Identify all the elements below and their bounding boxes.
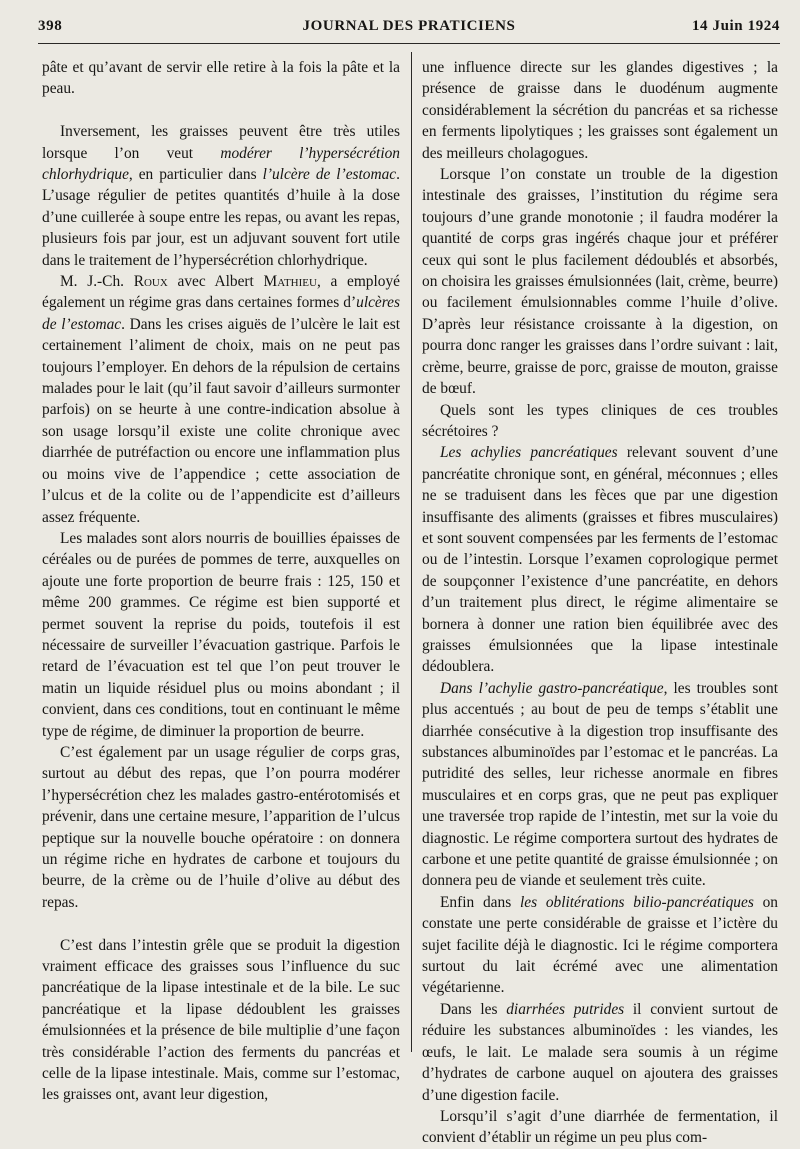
page-number: 398 [38, 18, 63, 34]
header-rule [38, 43, 780, 44]
emphasis: diarrhées putrides [506, 1000, 625, 1018]
journal-title: JOURNAL DES PRATICIENS [302, 18, 516, 34]
author-name: Mathieu [263, 273, 317, 291]
paragraph: Inversement, les graisses peuvent être très utiles lorsque l’on veut modérer l’hypersécrétion chlorhydrique, en particulier dans l’ulcère de l’estomac. L’usage régulier de petites quantités d’huile à la dose d’une cuillerée à soupe entre les repas, ou avant les repas, plusieurs fois par jour, est un adjuvant souvent fort utile dans le traitement de l’hypersécrétion chlorhydrique. [42, 123, 401, 269]
running-header [38, 18, 780, 40]
left-column [42, 57, 400, 1106]
paragraph: Dans les diarrhées putrides il convient surtout de réduire les substances albuminoïdes : les viandes, les œufs, le lait. Le malade sera soumis à un régime d’hydrates de carbone auquel on ajoutera des graisses d’une digestion facile. [422, 1000, 778, 1104]
paragraph: pâte et qu’avant de servir elle retire à la fois la pâte et la peau. [42, 59, 400, 98]
emphasis: Les achylies pancréatiques [440, 444, 618, 462]
author-name: Roux [133, 273, 168, 291]
paragraph: Lorsque l’on constate un trouble de la digestion intestinale des graisses, l’institution du régime sera toujours d’une grande monotonie ; il faudra modérer la quantité de corps gras ingérés chaque jour et préférer ceux qui sont le plus facilement dédoublés et absorbés, on choisira les graisses émulsionnées (lait, crème, beurre) ou facilement émulsionnables comme l’huile d’olive. D’après leur résistance croissante à la digestion, on pourra donc ranger les graisses dans l’ordre suivant : lait, crème, beurre, graisse de porc, graisse de mouton, graisse de bœuf. [422, 166, 778, 398]
paragraph: Lorsqu’il s’agit d’une diarrhée de fermentation, il convient d’établir un régime un peu plus com- [422, 1107, 778, 1147]
paragraph: Les malades sont alors nourris de bouillies épaisses de céréales ou de purées de pommes de terre, auxquelles on ajoute une forte proportion de beurre frais : 125, 150 et même 200 grammes. Ce régime est bien supporté et permet souvent la reprise du poids, toutefois il est nécessaire de surveiller l’évacuation gastrique. Parfois le retard de l’évacuation est tel que l’on peut trouver le matin un liquide résiduel plus ou moins abondant ; il convient, dans ces conditions, tout en continuant le même type de régime, de diminuer la proportion de beurre. [42, 529, 400, 740]
right-column [422, 57, 778, 1149]
paragraph: Enfin dans les oblitérations bilio-pancréatiques on constate une perte considérable de graisse et l’ictère du sujet facilite déjà le diagnostic. Ici le régime comportera surtout du lait écrémé avec une alimentation végétarienne. [422, 893, 778, 997]
emphasis: modérer l’hypersécrétion chlorhydrique [42, 144, 401, 184]
paragraph: Dans l’achylie gastro-pancréatique, les troubles sont plus accentués ; au bout de peu de temps s’établit une diarrhée consécutive à la digestion trop insuffisante des substances albuminoïdes par l’estomac et le pancréas. La putridité des selles, leur richesse anormale en fibres musculaires et en corps gras, que ne peut pas expliquer une traversée trop rapide de l’intestin, met sur la voie du diagnostic. Le régime comportera surtout des hydrates de carbone et une petite quantité de graisse émulsionnée ; on donnera peu de viande et seulement très cuite. [422, 679, 778, 890]
emphasis: les oblitérations bilio-pancréatiques [519, 893, 754, 911]
emphasis: l’ulcère de l’estomac [262, 166, 397, 184]
paragraph: C’est également par un usage régulier de corps gras, surtout au début des repas, que l’on pourra modérer l’hypersécrétion chez les malades gastro-entérotomisés et prévenir, dans une certaine mesure, l’apparition de l’ulcus peptique sur la nouvelle bouche opératoire : on donnera un régime riche en hydrates de carbone et toujours du beurre, de la crème ou de l’huile d’olive au début des repas. [42, 743, 400, 911]
paragraph: C’est dans l’intestin grêle que se produit la digestion vraiment efficace des graisses sous l’influence du suc pancréatique de la lipase intestinale et de la bile. Le suc pancréatique et la lipase dédoublent les graisses émulsionnées et la présence de bile multiplie d’une façon très considérable l’action des ferments du pancréas et celle de la lipase intestinale. Mais, comme sur l’estomac, les graisses ont, avant leur digestion, [42, 936, 400, 1104]
emphasis: Dans l’achylie gastro-pancréatique [440, 679, 664, 697]
paragraph: M. J.-Ch. Roux avec Albert Mathieu, a employé également un régime gras dans certaines formes d’ulcères de l’estomac. Dans les crises aiguës de l’ulcère le lait est certainement l’aliment de choix, mais on ne peut pas toujours l’employer. En dehors de la répulsion de certains malades pour le lait (qu’il faut savoir d’ailleurs surmonter parfois) on se heurte à une contre-indication absolue à son usage lorsqu’il existe une colite chronique avec diarrhée de putréfaction ou encore une inflammation plus ou moins vive de l’appendice ; cette association de l’ulcus et de la colite ou de l’appendicite est d’ailleurs assez fréquente. [42, 273, 400, 526]
paragraph: Les achylies pancréatiques relevant souvent d’une pancréatite chronique sont, en général, méconnues ; elles ne se traduisent dans les fèces que par une digestion insuffisante des aliments (graisses et fibres musculaires) et sont souvent compensées par les ferments de l’estomac ou de l’intestin. Lorsque l’examen coprologique permet de soupçonner l’existence d’une pancréatite, en dehors d’un traitement plus direct, le régime alimentaire se bornera à donner une ration bien équilibrée avec des graisses émulsionnées que la lipase intestinale dédoublera. [422, 444, 778, 676]
issue-date: 14 Juin 1924 [691, 18, 780, 34]
column-divider [411, 52, 412, 1052]
emphasis: ulcères de l’estomac [42, 294, 400, 333]
paragraph: une influence directe sur les glandes digestives ; la présence de graisse dans le duodénum augmente considérablement la sécrétion du pancréas et sa richesse en ferments lipolytiques ; les graisses sont également un des meilleurs cholagogues. [422, 59, 778, 162]
paragraph: Quels sont les types cliniques de ces troubles sécrétoires ? [422, 401, 778, 440]
